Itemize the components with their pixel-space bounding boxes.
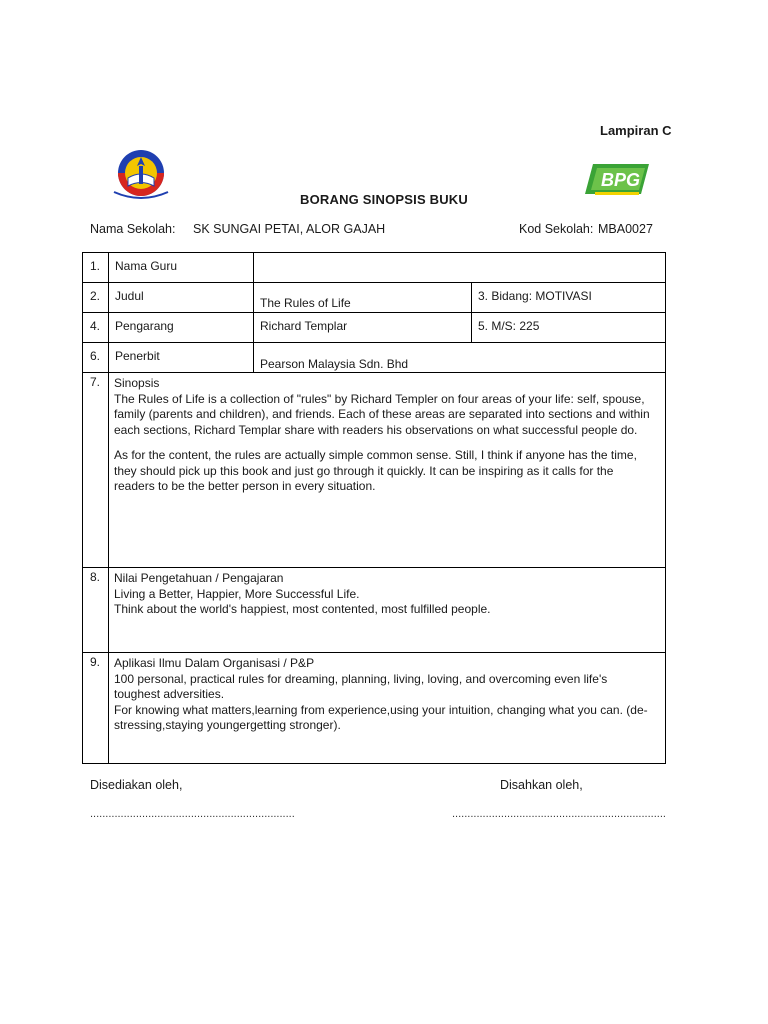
row-number: 7. (83, 373, 109, 568)
author-value: Richard Templar (254, 313, 472, 343)
row-number: 6. (83, 343, 109, 373)
values-label: Nilai Pengetahuan / Pengajaran (114, 571, 284, 585)
synopsis-label: Sinopsis (114, 376, 160, 390)
teacher-name-value (254, 253, 666, 283)
row-label: Pengarang (109, 313, 254, 343)
school-code-label: Kod Sekolah: (519, 222, 594, 236)
table-row (83, 343, 666, 373)
prepared-by-label: Disediakan oleh, (90, 778, 183, 792)
title-value: The Rules of Life (254, 283, 472, 313)
application-line: For knowing what matters,learning from experience,using your intuition, changing what you can. (de-stressing,staying youngergetting stronger). (114, 702, 648, 732)
row-label: Penerbit (109, 343, 254, 373)
table-row (83, 568, 666, 653)
form-title: BORANG SINOPSIS BUKU (300, 192, 468, 207)
values-line: Living a Better, Happier, More Successful Life. (114, 586, 360, 601)
table-row (83, 283, 666, 313)
synopsis-cell (109, 373, 666, 568)
signature-line-right: ...................................................................... (452, 808, 666, 820)
row-number: 8. (83, 568, 109, 653)
application-label: Aplikasi Ilmu Dalam Organisasi / P&P (114, 656, 315, 670)
svg-text:BPG: BPG (601, 170, 641, 190)
row-number: 2. (83, 283, 109, 313)
application-line: 100 personal, practical rules for dreaming, planning, living, loving, and overcoming even life's toughest adversities. (114, 671, 608, 701)
values-line: Think about the world's happiest, most contented, most fulfilled people. (114, 602, 491, 616)
row-number: 4. (83, 313, 109, 343)
table-row (83, 253, 666, 283)
synopsis-paragraph: As for the content, the rules are actually simple common sense. Still, I think if anyone has the time, they should pick up this book and just go through it quickly. It can be inspiring as it calls for the readers to be the better person in every situation. (114, 448, 637, 493)
verified-by-label: Disahkan oleh, (500, 778, 583, 792)
table-row (83, 653, 666, 764)
page-count-value: 5. M/S: 225 (472, 313, 666, 343)
publisher-value: Pearson Malaysia Sdn. Bhd (254, 343, 666, 373)
school-code-value: MBA0027 (598, 222, 653, 236)
signature-line-left: ................................................................... (90, 808, 295, 820)
school-name-value: SK SUNGAI PETAI, ALOR GAJAH (193, 222, 386, 236)
synopsis-paragraph: The Rules of Life is a collection of "rules" by Richard Templer on four areas of your life: self, spouse, family (parents and children), and friends. Each of these areas are separated into sections and within each sections, Richard Templar share with readers his observations on what successful people do. (114, 391, 650, 437)
values-cell (109, 568, 666, 653)
table-row (83, 373, 666, 568)
field-value: 3. Bidang: MOTIVASI (472, 283, 666, 313)
row-number: 9. (83, 653, 109, 764)
row-number: 1. (83, 253, 109, 283)
table-row (83, 313, 666, 343)
row-label: Nama Guru (109, 253, 254, 283)
lampiran-label: Lampiran C (600, 123, 672, 138)
application-cell (109, 653, 666, 764)
school-name-label: Nama Sekolah: (90, 222, 176, 236)
synopsis-table (82, 252, 666, 764)
row-label: Judul (109, 283, 254, 313)
